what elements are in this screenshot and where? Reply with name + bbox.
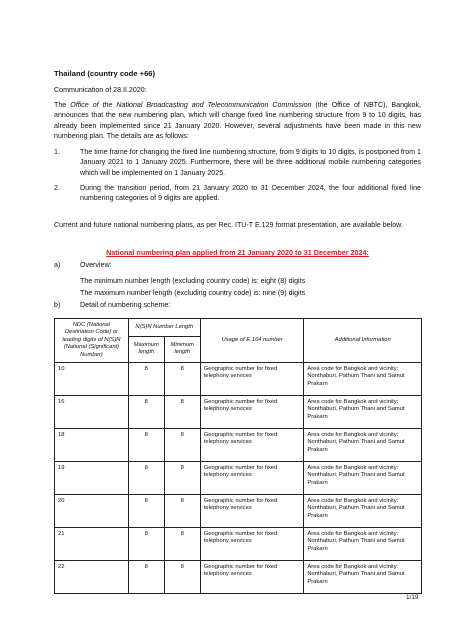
table-row bbox=[55, 495, 422, 528]
cell-usage: Geographic number for fixed telephony services bbox=[200, 561, 304, 594]
cell-info: Area code for Bangkok and vicinity: Nonthaburi, Pathum Thani and Samut Prakarn bbox=[304, 561, 422, 594]
table-row bbox=[55, 363, 422, 396]
cell-ndc: 20 bbox=[55, 495, 129, 528]
cell-usage: Geographic number for fixed telephony services bbox=[200, 528, 304, 561]
cell-usage: Geographic number for fixed telephony services bbox=[200, 363, 304, 396]
table-row bbox=[55, 462, 422, 495]
cell-ndc: 19 bbox=[55, 462, 129, 495]
document-title: Thailand (country code +66) bbox=[54, 69, 156, 78]
cell-ndc: 16 bbox=[55, 396, 129, 429]
cell-ndc: 10 bbox=[55, 363, 129, 396]
item-1-number: 1. bbox=[54, 148, 60, 156]
item-2-number: 2. bbox=[54, 184, 60, 192]
table-row bbox=[55, 561, 422, 594]
cell-max: 8 bbox=[128, 561, 164, 594]
numbering-plan-heading: National numbering plan applied from 21 January 2020 to 31 December 2024: bbox=[106, 248, 369, 257]
header-nsn-length: N(S)N Number Length bbox=[128, 319, 200, 337]
section-a-title: Overview: bbox=[80, 261, 112, 269]
table-row bbox=[55, 528, 422, 561]
cell-min: 8 bbox=[164, 528, 200, 561]
intro-pre: The bbox=[54, 101, 71, 109]
header-ndc: NDC (National Destination Code) or leading digits of N(S)N (National (Significant) Number) bbox=[55, 319, 129, 363]
intro-office-name: Office of the National Broadcasting and Telecommunication Commission bbox=[70, 101, 312, 109]
cell-info: Area code for Bangkok and vicinity: Nonthaburi, Pathum Thani and Samut Prakarn bbox=[304, 396, 422, 429]
cell-info: Area code for Bangkok and vicinity: Nonthaburi, Pathum Thani and Samut Prakarn bbox=[304, 462, 422, 495]
cell-max: 8 bbox=[128, 396, 164, 429]
cell-min: 8 bbox=[164, 396, 200, 429]
header-usage: Usage of E.164 number bbox=[200, 319, 304, 363]
cell-min: 8 bbox=[164, 363, 200, 396]
cell-min: 8 bbox=[164, 561, 200, 594]
cell-min: 8 bbox=[164, 429, 200, 462]
table-row bbox=[55, 429, 422, 462]
cell-info: Area code for Bangkok and vicinity: Nonthaburi, Pathum Thani and Samut Prakarn bbox=[304, 429, 422, 462]
cell-max: 8 bbox=[128, 528, 164, 561]
cell-min: 8 bbox=[164, 462, 200, 495]
cell-max: 8 bbox=[128, 462, 164, 495]
header-min-length: Minimum length bbox=[164, 336, 200, 363]
communication-date: Communication of 28.II.2020: bbox=[54, 86, 147, 94]
cell-ndc: 21 bbox=[55, 528, 129, 561]
max-length-text: The maximum number length (excluding country code) is: nine (9) digits bbox=[80, 289, 306, 297]
intro-post: (the Office of NBTC), Bangkok, announces that the new numbering plan, which will change fixed line numbering structure from 9 to 10 digits, has already been implemented since 21 January 2020. However, several adjustments have been made in this new numbering plan. The details are as follows: bbox=[54, 101, 422, 140]
cell-ndc: 18 bbox=[55, 429, 129, 462]
header-max-length: Maximum length bbox=[128, 336, 164, 363]
cell-min: 8 bbox=[164, 495, 200, 528]
min-length-text: The minimum number length (excluding country code) is: eight (8) digits bbox=[80, 277, 306, 285]
table-row bbox=[55, 396, 422, 429]
page-number: 1/19 bbox=[406, 594, 419, 601]
cell-usage: Geographic number for fixed telephony services bbox=[200, 429, 304, 462]
cell-usage: Geographic number for fixed telephony services bbox=[200, 396, 304, 429]
cell-max: 8 bbox=[128, 363, 164, 396]
cell-usage: Geographic number for fixed telephony services bbox=[200, 495, 304, 528]
section-a-label: a) bbox=[54, 261, 61, 269]
intro-paragraph bbox=[54, 100, 421, 141]
section-b-title: Detail of numbering scheme: bbox=[80, 301, 171, 309]
cell-max: 8 bbox=[128, 429, 164, 462]
numbering-scheme-table bbox=[54, 318, 422, 594]
item-1-text: The time frame for changing the fixed line numbering structure, from 9 digits to 10 digits, is postponed from 1 January 2021 to 1 January 2025. Furthermore, there will be three additional mobile numbering categories which will be implemented on 1 January 2025. bbox=[80, 148, 421, 177]
cell-usage: Geographic number for fixed telephony services bbox=[200, 462, 304, 495]
plans-available-text: Current and future national numbering plans, as per Rec. ITU-T E.129 format presentation, are available below. bbox=[54, 221, 403, 229]
item-2-text: During the transition period, from 21 January 2020 to 31 December 2024, the four additional fixed line numbering categories of 9 digits are applied. bbox=[80, 184, 421, 203]
cell-ndc: 22 bbox=[55, 561, 129, 594]
cell-max: 8 bbox=[128, 495, 164, 528]
header-info: Additional Information bbox=[304, 319, 422, 363]
cell-info: Area code for Bangkok and vicinity: Nonthaburi, Pathum Thani and Samut Prakarn bbox=[304, 363, 422, 396]
cell-info: Area code for Bangkok and vicinity: Nonthaburi, Pathum Thani and Samut Prakarn bbox=[304, 528, 422, 561]
section-b-label: b) bbox=[54, 301, 61, 309]
cell-info: Area code for Bangkok and vicinity: Nonthaburi, Pathum Thani and Samut Prakarn bbox=[304, 495, 422, 528]
